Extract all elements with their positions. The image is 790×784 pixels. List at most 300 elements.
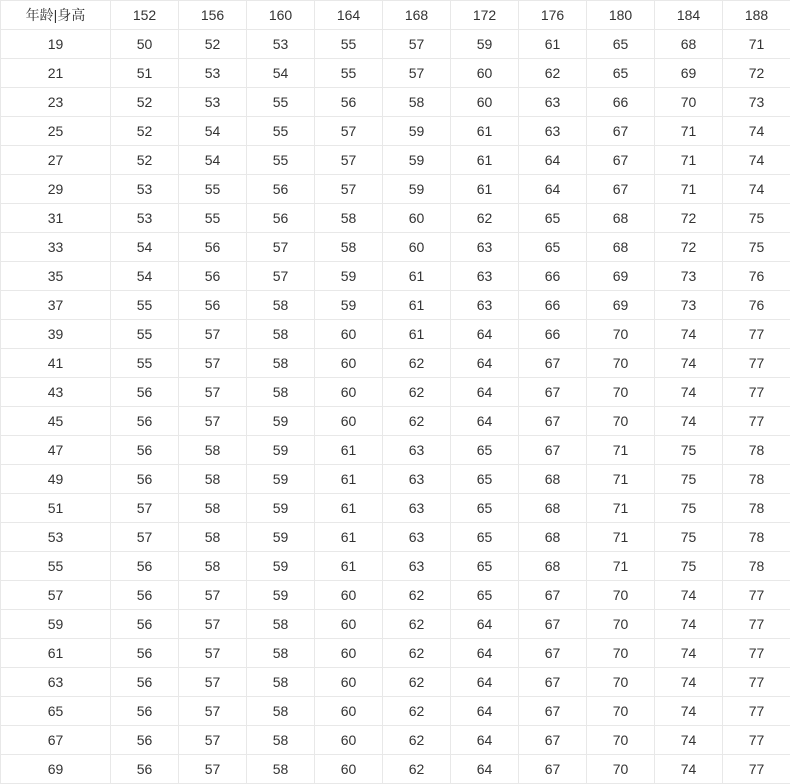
weight-cell: 69: [587, 291, 655, 320]
weight-cell: 57: [315, 175, 383, 204]
weight-cell: 62: [383, 639, 451, 668]
age-cell: 39: [1, 320, 111, 349]
weight-cell: 57: [179, 378, 247, 407]
weight-cell: 58: [247, 378, 315, 407]
weight-cell: 67: [519, 697, 587, 726]
weight-cell: 67: [519, 436, 587, 465]
weight-cell: 55: [315, 59, 383, 88]
weight-cell: 59: [247, 436, 315, 465]
weight-cell: 78: [723, 436, 790, 465]
height-column-header: 172: [451, 1, 519, 30]
age-cell: 59: [1, 610, 111, 639]
weight-cell: 70: [587, 378, 655, 407]
weight-cell: 66: [519, 291, 587, 320]
weight-cell: 61: [451, 175, 519, 204]
weight-cell: 59: [247, 523, 315, 552]
weight-cell: 50: [111, 30, 179, 59]
table-row: [1, 494, 790, 523]
weight-cell: 67: [519, 378, 587, 407]
weight-cell: 57: [179, 755, 247, 784]
weight-cell: 75: [723, 204, 790, 233]
height-column-header: 176: [519, 1, 587, 30]
weight-cell: 56: [111, 755, 179, 784]
weight-cell: 64: [519, 175, 587, 204]
weight-cell: 56: [111, 436, 179, 465]
weight-cell: 74: [655, 349, 723, 378]
weight-cell: 70: [587, 755, 655, 784]
weight-cell: 60: [315, 349, 383, 378]
weight-cell: 57: [111, 494, 179, 523]
age-cell: 47: [1, 436, 111, 465]
weight-cell: 70: [587, 668, 655, 697]
weight-cell: 67: [519, 349, 587, 378]
weight-cell: 63: [519, 88, 587, 117]
weight-cell: 71: [587, 494, 655, 523]
age-cell: 33: [1, 233, 111, 262]
weight-cell: 58: [179, 523, 247, 552]
weight-cell: 59: [247, 465, 315, 494]
weight-cell: 57: [315, 117, 383, 146]
table-row: [1, 320, 790, 349]
height-column-header: 168: [383, 1, 451, 30]
age-cell: 49: [1, 465, 111, 494]
age-cell: 27: [1, 146, 111, 175]
weight-cell: 61: [315, 494, 383, 523]
weight-cell: 76: [723, 291, 790, 320]
age-cell: 31: [1, 204, 111, 233]
weight-cell: 74: [655, 407, 723, 436]
weight-cell: 74: [655, 581, 723, 610]
weight-cell: 70: [587, 349, 655, 378]
weight-cell: 72: [723, 59, 790, 88]
weight-cell: 62: [383, 726, 451, 755]
weight-cell: 53: [111, 204, 179, 233]
weight-cell: 77: [723, 349, 790, 378]
weight-cell: 56: [111, 639, 179, 668]
weight-cell: 63: [383, 465, 451, 494]
weight-cell: 75: [655, 552, 723, 581]
age-cell: 29: [1, 175, 111, 204]
weight-cell: 52: [179, 30, 247, 59]
weight-cell: 69: [587, 262, 655, 291]
weight-cell: 60: [315, 407, 383, 436]
weight-cell: 71: [587, 436, 655, 465]
weight-cell: 65: [519, 233, 587, 262]
age-cell: 45: [1, 407, 111, 436]
weight-cell: 59: [247, 552, 315, 581]
weight-cell: 65: [451, 523, 519, 552]
weight-cell: 63: [519, 117, 587, 146]
weight-cell: 57: [383, 30, 451, 59]
weight-cell: 70: [655, 88, 723, 117]
weight-cell: 62: [383, 668, 451, 697]
weight-cell: 56: [111, 668, 179, 697]
weight-cell: 57: [111, 523, 179, 552]
weight-cell: 60: [315, 581, 383, 610]
weight-cell: 69: [655, 59, 723, 88]
weight-cell: 57: [179, 407, 247, 436]
weight-cell: 70: [587, 697, 655, 726]
weight-cell: 55: [315, 30, 383, 59]
weight-cell: 66: [519, 262, 587, 291]
weight-cell: 62: [383, 349, 451, 378]
weight-cell: 71: [587, 523, 655, 552]
age-cell: 51: [1, 494, 111, 523]
weight-cell: 71: [587, 552, 655, 581]
table-row: [1, 233, 790, 262]
weight-cell: 64: [451, 755, 519, 784]
weight-cell: 77: [723, 697, 790, 726]
age-cell: 43: [1, 378, 111, 407]
weight-cell: 63: [451, 291, 519, 320]
weight-cell: 57: [179, 349, 247, 378]
age-cell: 57: [1, 581, 111, 610]
table-row: [1, 117, 790, 146]
weight-cell: 56: [111, 378, 179, 407]
weight-cell: 74: [655, 726, 723, 755]
weight-cell: 65: [451, 494, 519, 523]
age-cell: 55: [1, 552, 111, 581]
height-column-header: 160: [247, 1, 315, 30]
weight-cell: 64: [451, 697, 519, 726]
weight-cell: 58: [247, 320, 315, 349]
weight-cell: 74: [655, 755, 723, 784]
weight-cell: 74: [655, 697, 723, 726]
weight-cell: 61: [315, 465, 383, 494]
weight-cell: 55: [247, 146, 315, 175]
weight-cell: 71: [723, 30, 790, 59]
weight-cell: 58: [247, 755, 315, 784]
weight-cell: 75: [655, 494, 723, 523]
weight-cell: 58: [247, 291, 315, 320]
weight-cell: 63: [451, 262, 519, 291]
weight-cell: 53: [247, 30, 315, 59]
weight-cell: 68: [655, 30, 723, 59]
weight-cell: 70: [587, 610, 655, 639]
weight-cell: 73: [655, 291, 723, 320]
weight-cell: 58: [179, 465, 247, 494]
table-row: [1, 697, 790, 726]
weight-cell: 56: [111, 407, 179, 436]
weight-cell: 77: [723, 581, 790, 610]
weight-cell: 55: [247, 88, 315, 117]
table-row: [1, 523, 790, 552]
weight-cell: 62: [383, 407, 451, 436]
weight-cell: 56: [179, 262, 247, 291]
weight-cell: 67: [519, 407, 587, 436]
weight-cell: 64: [519, 146, 587, 175]
table-row: [1, 407, 790, 436]
weight-cell: 71: [587, 465, 655, 494]
weight-cell: 63: [383, 552, 451, 581]
weight-cell: 78: [723, 494, 790, 523]
height-column-header: 164: [315, 1, 383, 30]
weight-cell: 78: [723, 552, 790, 581]
weight-cell: 66: [587, 88, 655, 117]
weight-cell: 65: [451, 436, 519, 465]
weight-cell: 62: [519, 59, 587, 88]
weight-cell: 60: [451, 88, 519, 117]
age-cell: 67: [1, 726, 111, 755]
table-row: [1, 30, 790, 59]
weight-cell: 60: [315, 378, 383, 407]
weight-cell: 74: [723, 117, 790, 146]
height-column-header: 156: [179, 1, 247, 30]
weight-cell: 55: [111, 291, 179, 320]
weight-cell: 53: [179, 59, 247, 88]
weight-cell: 62: [383, 610, 451, 639]
weight-cell: 58: [315, 204, 383, 233]
weight-cell: 77: [723, 639, 790, 668]
age-cell: 63: [1, 668, 111, 697]
weight-cell: 56: [111, 726, 179, 755]
table-row: [1, 552, 790, 581]
weight-cell: 74: [655, 639, 723, 668]
age-cell: 37: [1, 291, 111, 320]
weight-cell: 59: [247, 407, 315, 436]
weight-cell: 68: [519, 523, 587, 552]
table-row: [1, 59, 790, 88]
weight-cell: 63: [383, 523, 451, 552]
weight-cell: 73: [655, 262, 723, 291]
weight-cell: 77: [723, 755, 790, 784]
weight-cell: 65: [587, 30, 655, 59]
weight-cell: 61: [519, 30, 587, 59]
weight-cell: 72: [655, 233, 723, 262]
height-column-header: 184: [655, 1, 723, 30]
weight-cell: 53: [179, 88, 247, 117]
weight-cell: 57: [179, 668, 247, 697]
weight-cell: 59: [247, 494, 315, 523]
table-row: [1, 88, 790, 117]
weight-cell: 67: [519, 668, 587, 697]
weight-cell: 74: [655, 320, 723, 349]
weight-cell: 68: [587, 233, 655, 262]
weight-cell: 56: [111, 581, 179, 610]
weight-cell: 63: [383, 494, 451, 523]
weight-cell: 59: [383, 175, 451, 204]
weight-cell: 61: [315, 523, 383, 552]
weight-cell: 77: [723, 610, 790, 639]
weight-cell: 55: [111, 320, 179, 349]
weight-cell: 63: [451, 233, 519, 262]
weight-cell: 51: [111, 59, 179, 88]
weight-cell: 56: [111, 610, 179, 639]
weight-cell: 70: [587, 320, 655, 349]
weight-cell: 65: [451, 465, 519, 494]
weight-cell: 53: [111, 175, 179, 204]
weight-cell: 54: [247, 59, 315, 88]
weight-cell: 58: [247, 697, 315, 726]
height-column-header: 188: [723, 1, 790, 30]
weight-cell: 64: [451, 639, 519, 668]
weight-cell: 58: [315, 233, 383, 262]
weight-cell: 59: [315, 291, 383, 320]
weight-cell: 61: [383, 320, 451, 349]
weight-cell: 77: [723, 378, 790, 407]
weight-cell: 60: [383, 204, 451, 233]
weight-cell: 73: [723, 88, 790, 117]
weight-cell: 70: [587, 639, 655, 668]
weight-cell: 68: [519, 552, 587, 581]
weight-cell: 67: [587, 117, 655, 146]
weight-cell: 65: [519, 204, 587, 233]
weight-cell: 57: [315, 146, 383, 175]
table-row: [1, 204, 790, 233]
weight-cell: 60: [451, 59, 519, 88]
weight-cell: 67: [587, 146, 655, 175]
weight-cell: 59: [247, 581, 315, 610]
weight-cell: 64: [451, 349, 519, 378]
table-row: [1, 146, 790, 175]
weight-cell: 58: [247, 668, 315, 697]
weight-cell: 77: [723, 407, 790, 436]
table-row: [1, 726, 790, 755]
weight-cell: 52: [111, 146, 179, 175]
weight-cell: 68: [519, 465, 587, 494]
weight-cell: 64: [451, 726, 519, 755]
weight-cell: 57: [179, 697, 247, 726]
weight-cell: 70: [587, 407, 655, 436]
weight-cell: 74: [655, 378, 723, 407]
weight-cell: 74: [723, 175, 790, 204]
table-row: [1, 262, 790, 291]
weight-cell: 67: [519, 610, 587, 639]
table-row: [1, 349, 790, 378]
weight-cell: 60: [315, 639, 383, 668]
weight-cell: 60: [315, 755, 383, 784]
weight-cell: 62: [383, 378, 451, 407]
weight-cell: 55: [179, 204, 247, 233]
age-cell: 21: [1, 59, 111, 88]
weight-cell: 62: [383, 755, 451, 784]
weight-cell: 70: [587, 581, 655, 610]
weight-cell: 61: [451, 117, 519, 146]
height-column-header: 180: [587, 1, 655, 30]
weight-cell: 57: [179, 610, 247, 639]
weight-cell: 77: [723, 726, 790, 755]
weight-cell: 57: [179, 726, 247, 755]
table-row: [1, 581, 790, 610]
weight-cell: 75: [655, 436, 723, 465]
weight-cell: 64: [451, 668, 519, 697]
weight-cell: 57: [179, 639, 247, 668]
age-cell: 61: [1, 639, 111, 668]
weight-cell: 58: [247, 610, 315, 639]
weight-cell: 57: [383, 59, 451, 88]
weight-cell: 67: [519, 726, 587, 755]
weight-cell: 60: [383, 233, 451, 262]
weight-cell: 59: [383, 146, 451, 175]
weight-cell: 64: [451, 610, 519, 639]
weight-cell: 67: [519, 639, 587, 668]
weight-cell: 57: [179, 320, 247, 349]
weight-cell: 77: [723, 668, 790, 697]
age-cell: 35: [1, 262, 111, 291]
header-row: [1, 1, 790, 30]
weight-cell: 57: [247, 233, 315, 262]
weight-cell: 60: [315, 668, 383, 697]
weight-cell: 64: [451, 320, 519, 349]
height-column-header: 152: [111, 1, 179, 30]
weight-cell: 58: [247, 349, 315, 378]
weight-cell: 58: [247, 639, 315, 668]
weight-cell: 58: [247, 726, 315, 755]
weight-cell: 60: [315, 610, 383, 639]
age-cell: 69: [1, 755, 111, 784]
weight-cell: 60: [315, 697, 383, 726]
table-row: [1, 668, 790, 697]
weight-cell: 61: [315, 436, 383, 465]
table-row: [1, 639, 790, 668]
weight-cell: 62: [383, 697, 451, 726]
weight-cell: 62: [451, 204, 519, 233]
weight-cell: 61: [383, 291, 451, 320]
weight-cell: 78: [723, 523, 790, 552]
weight-cell: 56: [247, 175, 315, 204]
weight-cell: 61: [451, 146, 519, 175]
weight-cell: 64: [451, 378, 519, 407]
weight-cell: 56: [247, 204, 315, 233]
age-cell: 19: [1, 30, 111, 59]
weight-cell: 65: [587, 59, 655, 88]
weight-cell: 56: [111, 552, 179, 581]
weight-cell: 52: [111, 117, 179, 146]
weight-cell: 68: [587, 204, 655, 233]
weight-cell: 55: [179, 175, 247, 204]
weight-cell: 76: [723, 262, 790, 291]
weight-cell: 57: [179, 581, 247, 610]
table-row: [1, 436, 790, 465]
weight-cell: 67: [519, 581, 587, 610]
table-row: [1, 175, 790, 204]
table-header: [1, 1, 790, 30]
weight-cell: 72: [655, 204, 723, 233]
weight-cell: 75: [655, 465, 723, 494]
table-row: [1, 755, 790, 784]
weight-cell: 68: [519, 494, 587, 523]
weight-cell: 60: [315, 726, 383, 755]
weight-cell: 74: [655, 668, 723, 697]
weight-cell: 71: [655, 175, 723, 204]
weight-cell: 57: [247, 262, 315, 291]
weight-cell: 56: [111, 465, 179, 494]
weight-cell: 54: [111, 262, 179, 291]
weight-cell: 64: [451, 407, 519, 436]
weight-cell: 66: [519, 320, 587, 349]
weight-cell: 58: [179, 436, 247, 465]
age-cell: 65: [1, 697, 111, 726]
weight-cell: 59: [315, 262, 383, 291]
weight-cell: 59: [383, 117, 451, 146]
weight-cell: 52: [111, 88, 179, 117]
weight-cell: 56: [179, 291, 247, 320]
weight-cell: 54: [179, 146, 247, 175]
weight-cell: 54: [179, 117, 247, 146]
weight-cell: 71: [655, 117, 723, 146]
table-row: [1, 378, 790, 407]
weight-cell: 58: [179, 552, 247, 581]
weight-cell: 78: [723, 465, 790, 494]
weight-cell: 55: [111, 349, 179, 378]
table-row: [1, 291, 790, 320]
weight-cell: 74: [723, 146, 790, 175]
weight-cell: 55: [247, 117, 315, 146]
weight-cell: 58: [383, 88, 451, 117]
weight-cell: 62: [383, 581, 451, 610]
age-cell: 25: [1, 117, 111, 146]
age-cell: 53: [1, 523, 111, 552]
